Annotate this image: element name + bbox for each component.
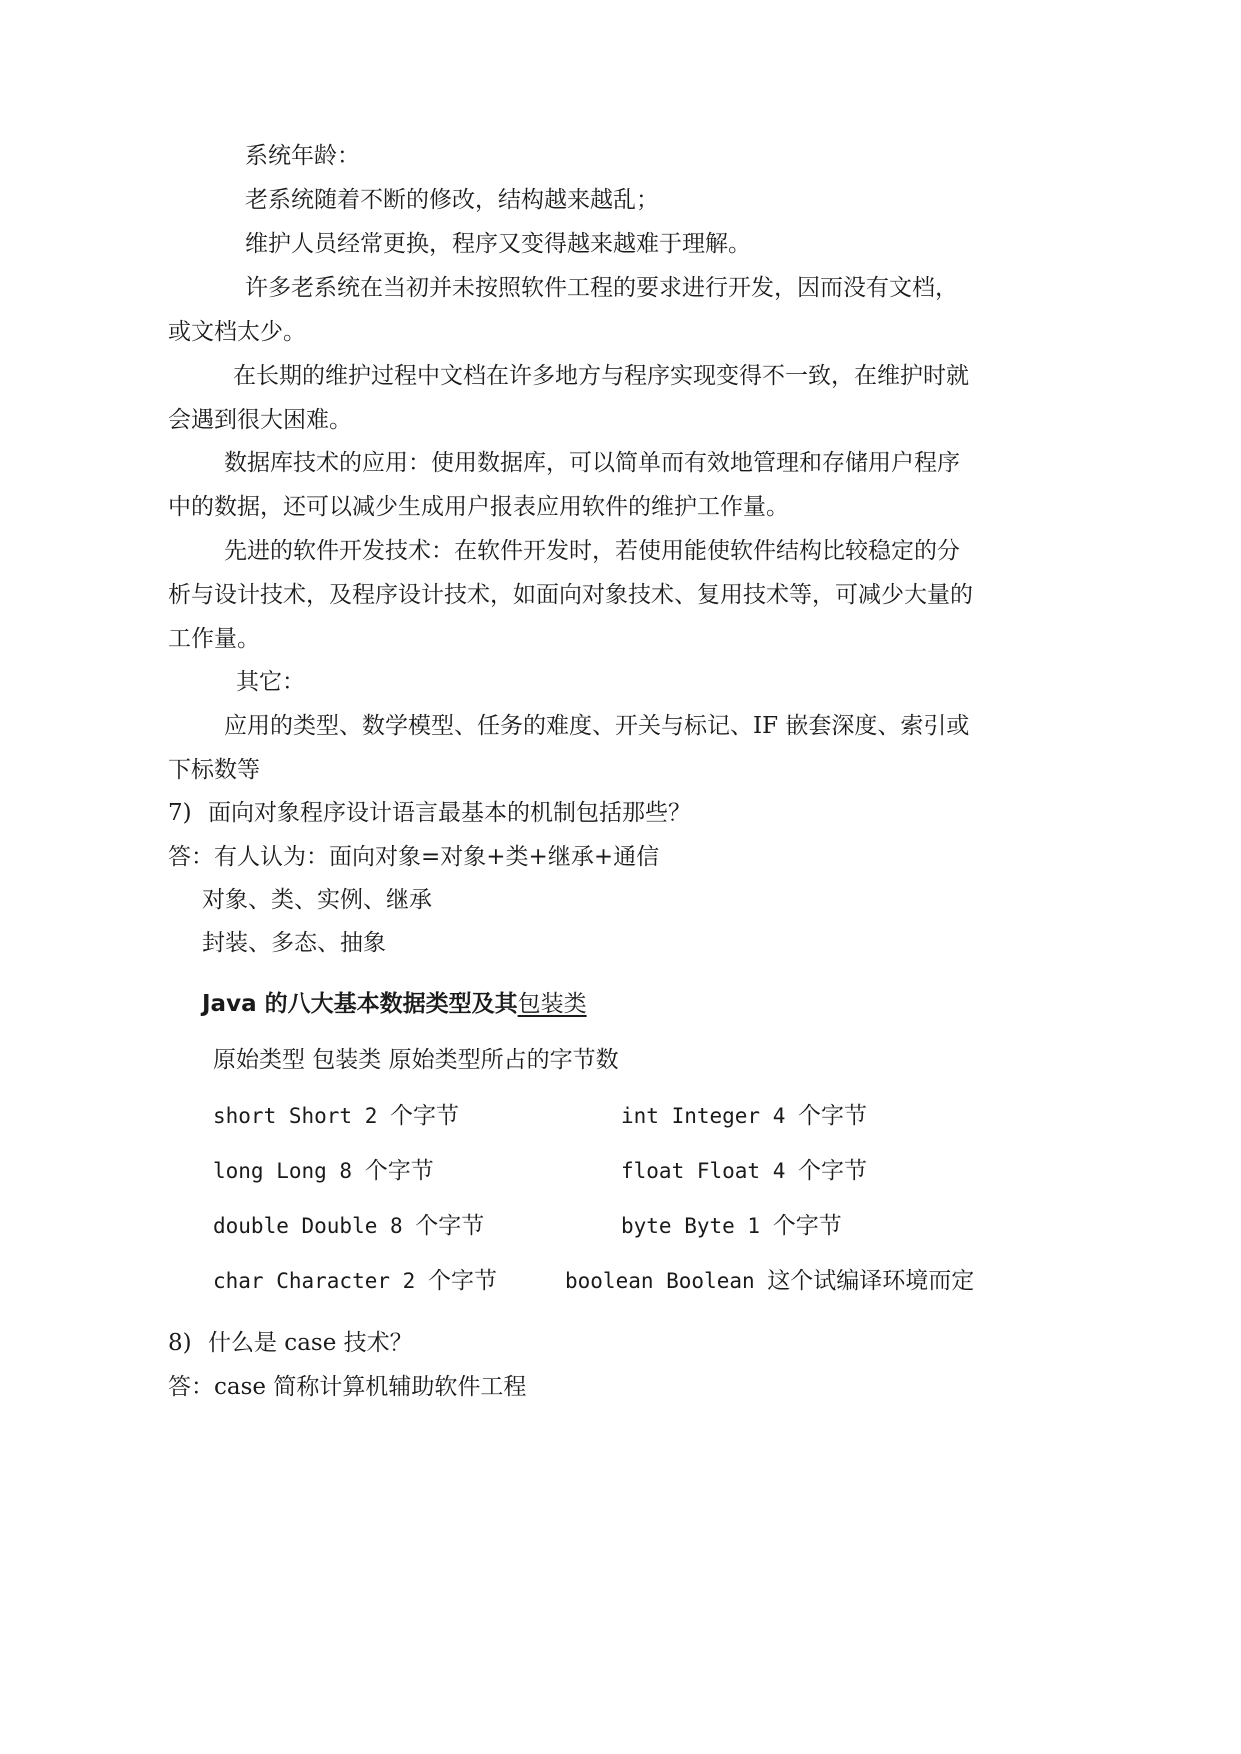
type-row-1-right: [621, 1101, 867, 1131]
type-row-3-left-code: double Double 8: [213, 1214, 416, 1238]
type-row-4-right-unit: 这个试编译环境而定: [767, 1268, 975, 1294]
type-row-2-left-unit: 个字节: [364, 1158, 434, 1184]
type-row-2-left: [213, 1156, 434, 1186]
paragraph-line-5: 或文档太少。: [168, 319, 306, 345]
java-heading-bold: Java 的八大基本数据类型及其: [202, 991, 518, 1017]
type-row-4-left-code: char Character 2: [213, 1269, 428, 1293]
type-row-3-right: [621, 1211, 842, 1241]
type-row-4-left: [213, 1266, 497, 1296]
java-heading-underlined: 包装类: [517, 991, 587, 1017]
paragraph-line-15: 下标数等: [168, 757, 260, 783]
paragraph-line-1: 系统年龄：: [245, 143, 360, 169]
question-8-number: 8): [168, 1330, 192, 1356]
paragraph-line-8: 数据库技术的应用：使用数据库，可以简单而有效地管理和存储用户程序: [224, 450, 960, 476]
question-8-answer: 答：case 简称计算机辅助软件工程: [168, 1374, 527, 1400]
type-row-1-right-unit: 个字节: [798, 1103, 868, 1129]
question-7-number: 7): [168, 800, 192, 826]
type-row-2-right-unit: 个字节: [798, 1158, 868, 1184]
paragraph-line-2: 老系统随着不断的修改，结构越来越乱；: [245, 187, 659, 213]
type-row-2-right-code: float Float 4: [621, 1159, 799, 1183]
type-row-1-left: [213, 1101, 459, 1131]
paragraph-line-10: 先进的软件开发技术：在软件开发时，若使用能使软件结构比较稳定的分: [224, 538, 960, 564]
paragraph-line-11: 析与设计技术，及程序设计技术，如面向对象技术、复用技术等，可减少大量的: [168, 582, 973, 608]
paragraph-line-3: 维护人员经常更换，程序又变得越来越难于理解。: [245, 231, 751, 257]
java-columns-header: 原始类型 包装类 原始类型所占的字节数: [213, 1047, 619, 1073]
type-row-2-left-code: long Long 8: [213, 1159, 365, 1183]
type-row-1-left-code: short Short 2: [213, 1104, 391, 1128]
question-7-answer: 答：有人认为：面向对象=对象+类+继承+通信: [168, 844, 660, 870]
type-row-3-left: [213, 1211, 484, 1241]
java-section-heading: [202, 989, 587, 1019]
type-row-3-left-unit: 个字节: [415, 1213, 485, 1239]
paragraph-line-7: 会遇到很大困难。: [168, 407, 352, 433]
question-7-text: 面向对象程序设计语言最基本的机制包括那些？: [208, 800, 691, 826]
type-row-1-left-unit: 个字节: [390, 1103, 460, 1129]
question-7-answer-line-2: 封装、多态、抽象: [202, 930, 386, 956]
paragraph-line-9: 中的数据，还可以减少生成用户报表应用软件的维护工作量。: [168, 494, 789, 520]
question-8-text: 什么是 case 技术？: [208, 1330, 413, 1356]
type-row-4-right-code: boolean Boolean: [565, 1269, 768, 1293]
type-row-4-right: [565, 1266, 974, 1296]
type-row-2-right: [621, 1156, 867, 1186]
type-row-3-right-code: byte Byte 1: [621, 1214, 773, 1238]
paragraph-line-12: 工作量。: [168, 626, 260, 652]
paragraph-line-4: 许多老系统在当初并未按照软件工程的要求进行开发，因而没有文档，: [245, 275, 958, 301]
question-7-answer-line-1: 对象、类、实例、继承: [202, 887, 432, 913]
paragraph-line-13: 其它：: [236, 669, 305, 695]
paragraph-line-14: 应用的类型、数学模型、任务的难度、开关与标记、IF 嵌套深度、索引或: [224, 713, 970, 739]
type-row-1-right-code: int Integer 4: [621, 1104, 799, 1128]
type-row-3-right-unit: 个字节: [772, 1213, 842, 1239]
type-row-4-left-unit: 个字节: [427, 1268, 497, 1294]
paragraph-line-6: 在长期的维护过程中文档在许多地方与程序实现变得不一致，在维护时就: [233, 363, 969, 389]
